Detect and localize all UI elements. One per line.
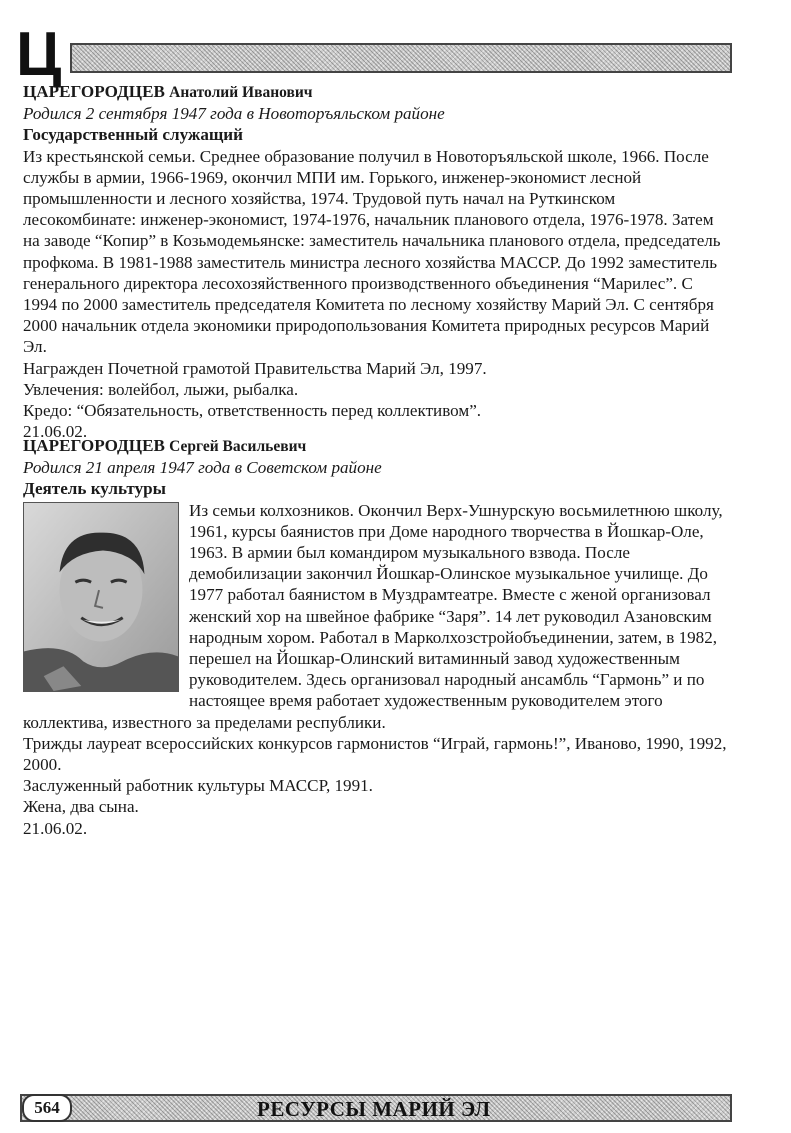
birth-line: Родился 2 сентября 1947 года в Новоторъяльском районе [23,104,445,124]
surname: ЦАРЕГОРОДЦЕВ [23,82,165,101]
person-name [23,435,731,457]
portrait-photo [23,502,179,692]
occupation: Государственный служащий [23,125,243,145]
biography-paragraph: Из крестьянской семьи. Среднее образование получил в Новоторъяльской школе, 1966. После службы в армии, 1966-1969, окончил МПИ им. Горького, инженер-экономист лесной промышленности и лесного хозяйства, 1974. Трудовой путь начал на Руткинском лесокомбинате: инженер-экономист, 1974-1976, начальник планового отдела, 1976-1978. Затем на заводе “Копир” в Козьмодемьянске: заместитель начальника планового отдела, председатель профкома. В 1981-1988 заместитель министра лесного хозяйства МАССР. До 1992 заместитель генерального директора лесохозяйственного производственного объединения “Марилес”. С 1994 по 2000 заместитель председателя Комитета по лесному хозяйству Марий Эл. С сентября 2000 начальник отдела экономики природопользования Комитета природных ресурсов Марий Эл. [23,146,721,357]
biography-paragraph: Из семьи колхозников. Окончил Верх-Ушнурскую восьмилетнюю школу, 1961, курсы баянистов при Доме народного творчества в Йошкар-Оле, 1963. В армии был командиром музыкального взвода. После демобилизации закончил Йошкар-Олинское музыкальное училище. До 1977 работал баянистом в Муздрамтеатре. Вместе с женой организовал женский хор на швейное фабрике “Заря”. 14 лет руководил Азановским народным хором. Работал в Марколхозстройобъединении, затем, в 1982, перешел на Йошкар-Олинский витаминный завод художественным руководителем. Здесь организовал народный ансамбль “Гармонь” и по настоящее время работает художественным руководителем этого коллектива, известного за пределами республики. [23,500,723,732]
entry-date: 21.06.02. [23,422,88,442]
credo-line: Кредо: “Обязательность, ответственность перед коллективом”. [23,401,482,421]
header-decorative-bar [70,43,732,73]
family-line: Жена, два сына. [23,797,139,817]
biography-entry [23,435,731,839]
entry-date: 21.06.02. [23,818,88,838]
hobbies-line: Увлечения: волейбол, лыжи, рыбалка. [23,379,299,399]
birth-line: Родился 21 апреля 1947 года в Советском районе [23,458,382,478]
given-names: Сергей Васильевич [169,438,307,455]
honor-line: Заслуженный работник культуры МАССР, 1991. [23,776,373,796]
footer-bar [20,1094,732,1122]
book-title: РЕСУРСЫ МАРИЙ ЭЛ [257,1097,491,1121]
biography-entry [23,81,731,442]
person-name [23,81,731,103]
page-number: 564 [22,1094,72,1122]
award-line: Награжден Почетной грамотой Правительства Марий Эл, 1997. [23,358,487,378]
occupation: Деятель культуры [23,479,166,499]
award-line: Трижды лауреат всероссийских конкурсов гармонистов “Играй, гармонь!”, Иваново, 1990, 1992, 2000. [23,733,727,775]
section-letter: Ц [16,20,62,89]
surname: ЦАРЕГОРОДЦЕВ [23,436,165,455]
given-names: Анатолий Иванович [169,84,313,101]
